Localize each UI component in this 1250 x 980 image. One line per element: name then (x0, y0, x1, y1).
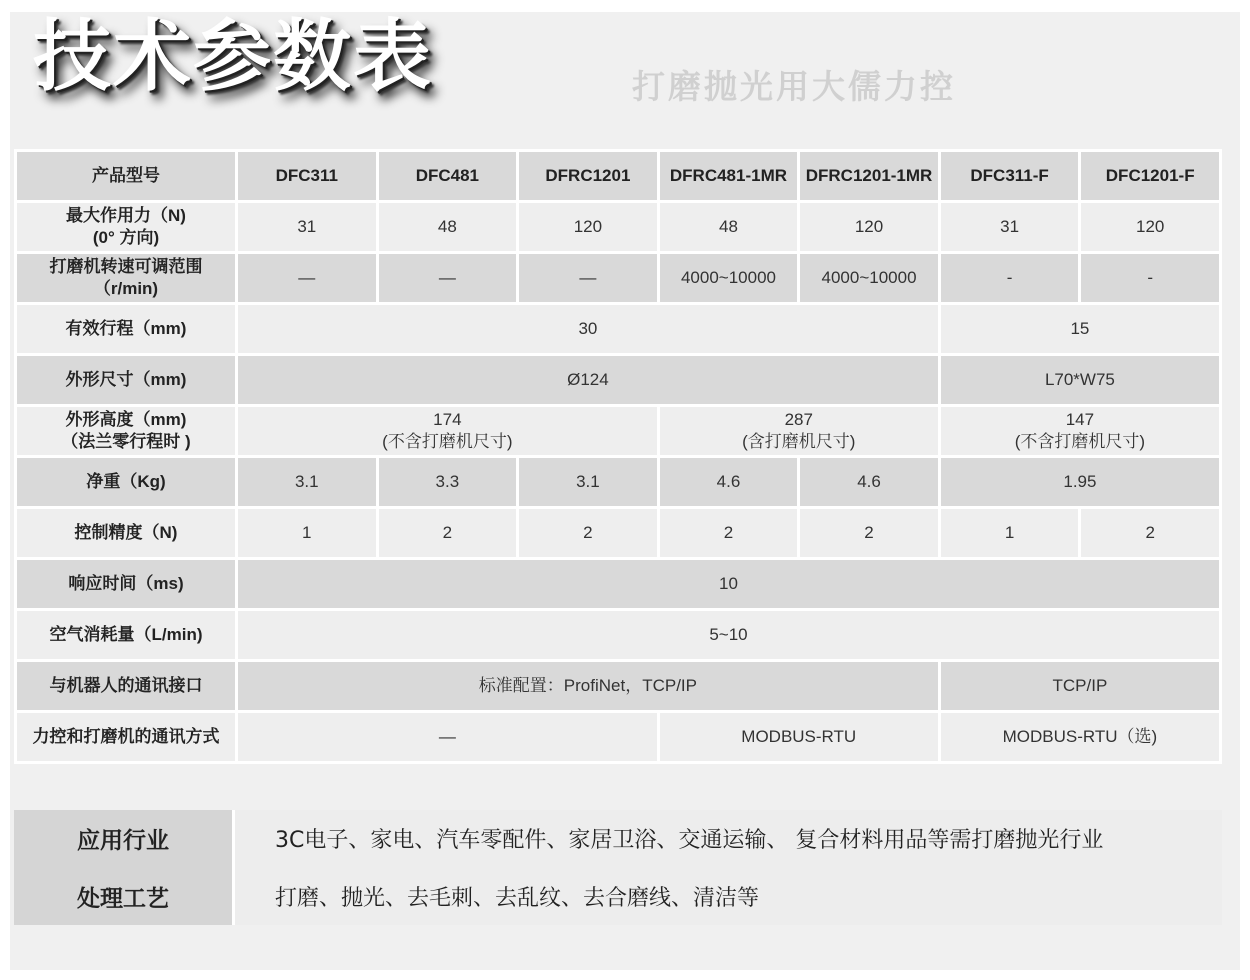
process-label: 处理工艺 (77, 885, 169, 912)
spec-table (14, 149, 1222, 764)
table-cell: 15 (941, 305, 1219, 353)
model-dfc481: DFC481 (379, 152, 517, 200)
table-cell: 30 (238, 305, 938, 353)
stroke-row (17, 305, 1219, 353)
table-cell: 120 (800, 203, 938, 251)
process-value: 打磨、抛光、去毛刺、去乱纹、去合磨线、清洁等 (275, 885, 760, 911)
response-row (17, 560, 1219, 608)
table-cell: 5~10 (238, 611, 1219, 659)
industry-label: 应用行业 (77, 828, 169, 855)
robot-comm-label: 与机器人的通讯接口 (17, 662, 235, 710)
height-row (17, 407, 1219, 455)
header-row (17, 152, 1219, 200)
applications-labels (14, 810, 232, 925)
table-cell: 2 (800, 509, 938, 557)
header-label: 产品型号 (17, 152, 235, 200)
table-cell: MODBUS-RTU (660, 713, 938, 761)
model-dfc311: DFC311 (238, 152, 376, 200)
grinder-comm-label: 力控和打磨机的通讯方式 (17, 713, 235, 761)
max-force-label (17, 203, 235, 251)
page-title: 技术参数表 (33, 12, 434, 102)
table-cell: 2 (379, 509, 517, 557)
air-label: 空气消耗量（L/min) (17, 611, 235, 659)
table-cell: 2 (660, 509, 798, 557)
max-force-label-line1: 最大作用力（N) (66, 205, 186, 225)
table-cell: 120 (1081, 203, 1219, 251)
table-cell: 31 (941, 203, 1079, 251)
table-cell: 3.1 (519, 458, 657, 506)
applications-panel (14, 810, 1222, 925)
table-cell: 1 (238, 509, 376, 557)
dimensions-row (17, 356, 1219, 404)
table-cell (660, 407, 938, 455)
stroke-label: 有效行程（mm) (17, 305, 235, 353)
height-c-value: 147 (1065, 409, 1095, 429)
table-cell: 120 (519, 203, 657, 251)
table-cell: 2 (519, 509, 657, 557)
table-cell: 3.3 (379, 458, 517, 506)
height-c-note: (不含打磨机尺寸) (1014, 432, 1146, 451)
speed-range-row (17, 254, 1219, 302)
table-cell: 2 (1081, 509, 1219, 557)
table-cell: 31 (238, 203, 376, 251)
table-cell: Ø124 (238, 356, 938, 404)
response-label: 响应时间（ms) (17, 560, 235, 608)
page-subtitle: 打磨抛光用大儒力控 (632, 67, 956, 106)
table-cell: 4000~10000 (800, 254, 938, 302)
precision-label: 控制精度（N) (17, 509, 235, 557)
height-b-note: (含打磨机尺寸) (742, 432, 856, 451)
table-cell (238, 407, 657, 455)
industry-value: 3C电子、家电、汽车零配件、家居卫浴、交通运输、 复合材料用品等需打磨抛光行业 (275, 828, 1104, 854)
model-dfrc1201: DFRC1201 (519, 152, 657, 200)
table-cell: L70*W75 (941, 356, 1219, 404)
table-cell: - (941, 254, 1079, 302)
speed-range-label: 打磨机转速可调范围（r/min) (17, 254, 235, 302)
precision-row (17, 509, 1219, 557)
model-dfrc1201-1mr: DFRC1201-1MR (800, 152, 938, 200)
table-cell: TCP/IP (941, 662, 1219, 710)
height-label-line2: （法兰零行程时 ) (61, 432, 191, 451)
height-a-value: 174 (433, 409, 462, 429)
table-cell: 4.6 (800, 458, 938, 506)
max-force-row (17, 203, 1219, 251)
table-cell: 4.6 (660, 458, 798, 506)
table-cell: 48 (379, 203, 517, 251)
height-b-value: 287 (784, 409, 813, 429)
table-cell: 4000~10000 (660, 254, 798, 302)
table-cell: 1.95 (941, 458, 1219, 506)
height-a-note: (不含打磨机尺寸) (382, 432, 513, 451)
air-row (17, 611, 1219, 659)
weight-label: 净重（Kg) (17, 458, 235, 506)
table-cell: — (238, 713, 657, 761)
robot-comm-row (17, 662, 1219, 710)
model-dfc311-f: DFC311-F (941, 152, 1079, 200)
table-cell: 10 (238, 560, 1219, 608)
table-cell: — (519, 254, 657, 302)
weight-row (17, 458, 1219, 506)
grinder-comm-row (17, 713, 1219, 761)
table-cell: — (379, 254, 517, 302)
dimensions-label: 外形尺寸（mm) (17, 356, 235, 404)
model-dfrc481-1mr: DFRC481-1MR (660, 152, 798, 200)
table-cell: - (1081, 254, 1219, 302)
table-cell: — (238, 254, 376, 302)
table-cell: 标准配置：ProfiNet，TCP/IP (238, 662, 938, 710)
table-cell: 3.1 (238, 458, 376, 506)
table-cell: 48 (660, 203, 798, 251)
max-force-label-line2: (0° 方向) (92, 228, 160, 247)
table-cell: 1 (941, 509, 1079, 557)
table-cell: MODBUS-RTU（选) (941, 713, 1219, 761)
table-cell (941, 407, 1219, 455)
model-dfc1201-f: DFC1201-F (1081, 152, 1219, 200)
height-label-line1: 外形高度（mm) (65, 409, 187, 429)
applications-values (235, 810, 1222, 925)
height-label (17, 407, 235, 455)
